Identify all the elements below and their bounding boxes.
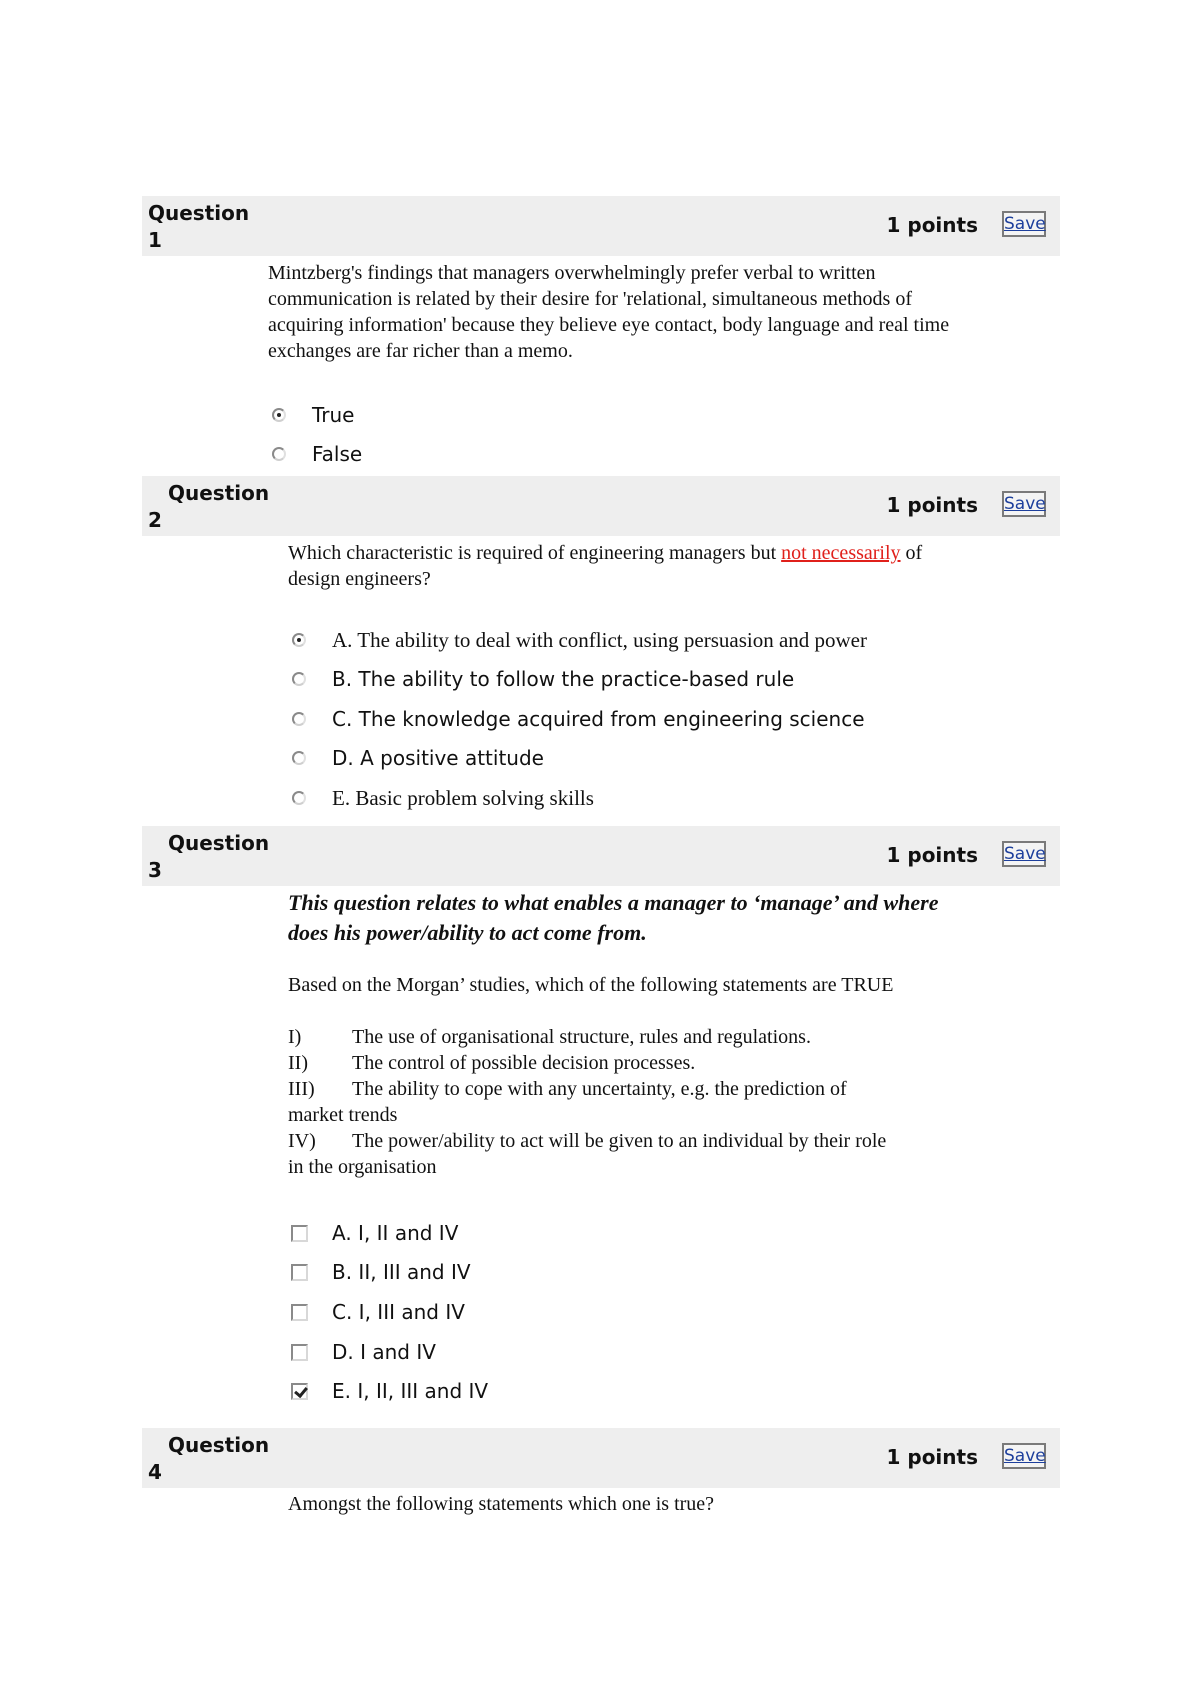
question-label-text: Question <box>168 1433 270 1457</box>
question-4-save-button[interactable]: Save <box>1002 1443 1046 1469</box>
question-number: 3 <box>148 858 162 882</box>
checkbox-checked-icon[interactable] <box>291 1383 308 1400</box>
question-3-save-button[interactable]: Save <box>1002 841 1046 867</box>
statement-3-continued: market trends <box>288 1104 398 1126</box>
checkbox-icon[interactable] <box>291 1304 308 1321</box>
statement-number: I) <box>288 1026 302 1048</box>
question-1-header <box>142 196 1060 256</box>
question-3-option-a[interactable] <box>291 1218 458 1248</box>
question-3-statements <box>288 1024 988 1180</box>
radio-icon[interactable] <box>272 447 286 461</box>
question-2-option-d[interactable] <box>292 743 544 773</box>
statement-text: The use of organisational structure, rules and regulations. <box>352 1026 811 1048</box>
question-3-header <box>142 826 1060 886</box>
radio-icon[interactable] <box>292 791 306 805</box>
question-3-prompt: Based on the Morgan’ studies, which of the following statements are TRUE <box>288 974 894 996</box>
option-label: B. The ability to follow the practice-based rule <box>332 667 795 691</box>
option-label: True <box>312 403 355 427</box>
statement-4-continued: in the organisation <box>288 1156 437 1178</box>
checkbox-icon[interactable] <box>291 1264 308 1281</box>
question-1-points: 1 points <box>886 213 978 237</box>
question-4-points: 1 points <box>886 1445 978 1469</box>
question-2-option-b[interactable] <box>292 664 794 694</box>
statement-4 <box>288 1128 988 1154</box>
statement-number: III) <box>288 1078 315 1100</box>
question-4-header <box>142 1428 1060 1488</box>
question-3-option-e[interactable] <box>291 1376 488 1406</box>
option-label: False <box>312 442 363 466</box>
radio-selected-icon[interactable] <box>272 408 286 422</box>
option-label: B. II, III and IV <box>332 1260 471 1284</box>
question-2-save-button[interactable]: Save <box>1002 491 1046 517</box>
statement-2 <box>288 1050 988 1076</box>
checkbox-icon[interactable] <box>291 1344 308 1361</box>
question-number: 1 <box>148 228 162 252</box>
option-label: D. A positive attitude <box>332 746 544 770</box>
question-3-option-d[interactable] <box>291 1337 436 1367</box>
question-3-option-c[interactable] <box>291 1297 465 1327</box>
question-4-label <box>148 1432 269 1486</box>
option-label: D. I and IV <box>332 1340 436 1364</box>
question-4-text: Amongst the following statements which one is true? <box>288 1493 715 1515</box>
question-1-label <box>148 200 249 254</box>
statement-text: The ability to cope with any uncertainty, e.g. the prediction of <box>352 1078 847 1100</box>
question-3-intro: This question relates to what enables a manager to ‘manage’ and where does his power/ability to act come from. <box>288 890 939 945</box>
question-1-save-button[interactable]: Save <box>1002 211 1046 237</box>
question-2-option-c[interactable] <box>292 704 865 734</box>
question-1-option-true[interactable] <box>272 400 354 430</box>
question-2-points: 1 points <box>886 493 978 517</box>
radio-icon[interactable] <box>292 712 306 726</box>
question-2-option-a[interactable] <box>292 625 867 655</box>
question-text-start: Which characteristic is required of engineering managers but <box>288 542 782 564</box>
checkbox-icon[interactable] <box>291 1225 308 1242</box>
radio-icon[interactable] <box>292 751 306 765</box>
statement-3 <box>288 1076 988 1102</box>
question-3-points: 1 points <box>886 843 978 867</box>
radio-selected-icon[interactable] <box>292 633 306 647</box>
question-text-emphasis: not necessarily <box>781 542 901 564</box>
question-text-end: of design engineers? <box>288 542 923 590</box>
statement-1 <box>288 1024 988 1050</box>
question-1-text: Mintzberg's findings that managers overwhelmingly prefer verbal to written communication is related by their desire for 'relational, simultaneous methods of acquiring information' because they believe eye contact, body language and real time exchanges are far richer than a memo. <box>268 262 950 362</box>
statement-text: The control of possible decision processes. <box>352 1052 696 1074</box>
question-2-label <box>148 480 269 534</box>
question-3-option-b[interactable] <box>291 1257 471 1287</box>
question-2-header <box>142 476 1060 536</box>
question-number: 2 <box>148 508 162 532</box>
question-label-text: Question <box>168 481 270 505</box>
option-label: A. I, II and IV <box>332 1221 459 1245</box>
option-label: E. I, II, III and IV <box>332 1379 489 1403</box>
option-label: A. The ability to deal with conflict, using persuasion and power <box>332 627 867 652</box>
question-3-label <box>148 830 269 884</box>
statement-number: IV) <box>288 1130 316 1152</box>
question-label-text: Question <box>168 831 270 855</box>
statement-number: II) <box>288 1052 308 1074</box>
question-number: 4 <box>148 1460 162 1484</box>
option-label: C. I, III and IV <box>332 1300 465 1324</box>
radio-icon[interactable] <box>292 672 306 686</box>
question-2-option-e[interactable] <box>292 783 594 813</box>
option-label: E. Basic problem solving skills <box>332 785 594 810</box>
question-label-text: Question <box>148 201 250 225</box>
question-2-text <box>288 540 928 592</box>
statement-text: The power/ability to act will be given to an individual by their role <box>352 1130 887 1152</box>
question-1-option-false[interactable] <box>272 439 362 469</box>
option-label: C. The knowledge acquired from engineering science <box>332 707 865 731</box>
